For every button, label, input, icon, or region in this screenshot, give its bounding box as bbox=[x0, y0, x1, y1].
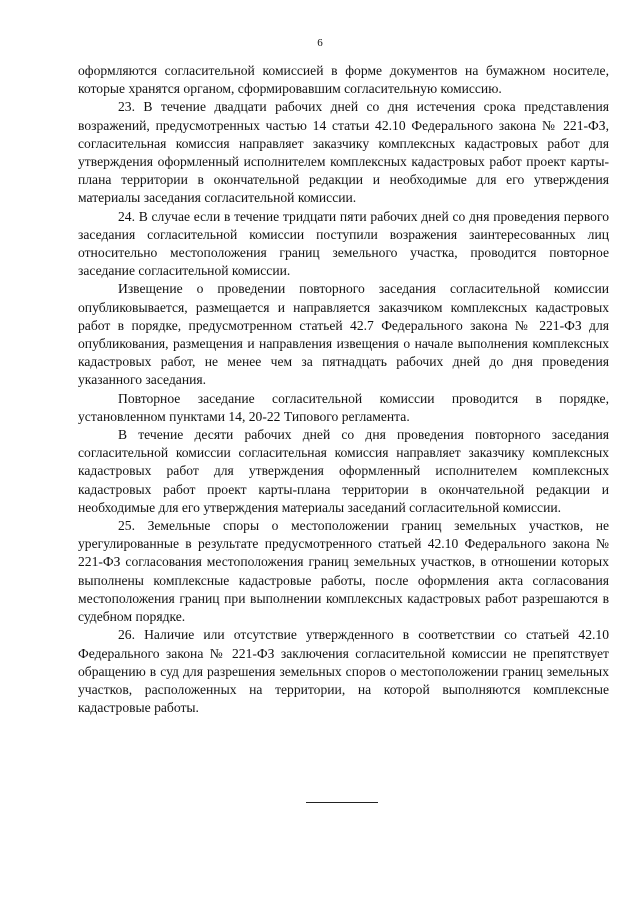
paragraph-notice: Извещение о проведении повторного заседания согласительной комиссии опубликовывается, размещается и направляется заказчиком комплексных кадастровых работ в порядке, предусмотренном статьей 42.7 Федерального закона № 221-ФЗ для опубликования, размещения и направления извещения о начале выполнения комплексных кадастровых работ, не менее чем за пятнадцать рабочих дней до дня проведения указанного заседания. bbox=[78, 281, 609, 388]
paragraph-item-23: 23. В течение двадцати рабочих дней со дня истечения срока представления возражений, предусмотренных частью 14 статьи 42.10 Федерального закона № 221-ФЗ, согласительная комиссия направляет заказчику комплексных кадастровых работ для утверждения оформленный исполнителем комплексных кадастровых работ проект карты-плана территории в окончательной редакции и необходимые для его утверждения материалы заседания согласительной комиссии. bbox=[78, 99, 609, 206]
document-body bbox=[78, 62, 609, 717]
paragraph-ten-days: В течение десяти рабочих дней со дня проведения повторного заседания согласительной комиссии согласительная комиссия направляет заказчику комплексных кадастровых работ для утверждения оформленный исполнителем комплексных кадастровых работ проект карты-плана территории в окончательной редакции и необходимые для его утверждения материалы заседаний согласительной комиссии. bbox=[78, 427, 609, 515]
paragraph-item-25: 25. Земельные споры о местоположении границ земельных участков, не урегулированные в результате предусмотренного статьей 42.10 Федерального закона № 221-ФЗ согласования местоположения границ земельных участков, в отношении которых выполнены комплексные кадастровые работы, после оформления акта согласования местоположения границ при выполнении комплексных кадастровых работ разрешаются в судебном порядке. bbox=[78, 518, 609, 625]
paragraph-item-26: 26. Наличие или отсутствие утвержденного в соответствии со статьей 42.10 Федерального закона № 221-ФЗ заключения согласительной комиссии не препятствует обращению в суд для разрешения земельных споров о местоположении границ земельных участков, расположенных на территории, на которой выполняются комплексные кадастровые работы. bbox=[78, 627, 609, 716]
footer-divider bbox=[306, 802, 378, 803]
paragraph-item-24: 24. В случае если в течение тридцати пяти рабочих дней со дня проведения первого заседания согласительной комиссии поступили возражения заинтересованных лиц относительно местоположения границ земельного участка, проводится повторное заседание согласительной комиссии. bbox=[78, 208, 609, 279]
paragraph-repeat-meeting: Повторное заседание согласительной комиссии проводится в порядке, установленном пунктами 14, 20-22 Типового регламента. bbox=[78, 390, 609, 424]
page-number: 6 bbox=[317, 37, 323, 49]
paragraph-continuation: оформляются согласительной комиссией в форме документов на бумажном носителе, которые хранятся органом, сформировавшим согласительную комиссию. bbox=[78, 63, 609, 97]
